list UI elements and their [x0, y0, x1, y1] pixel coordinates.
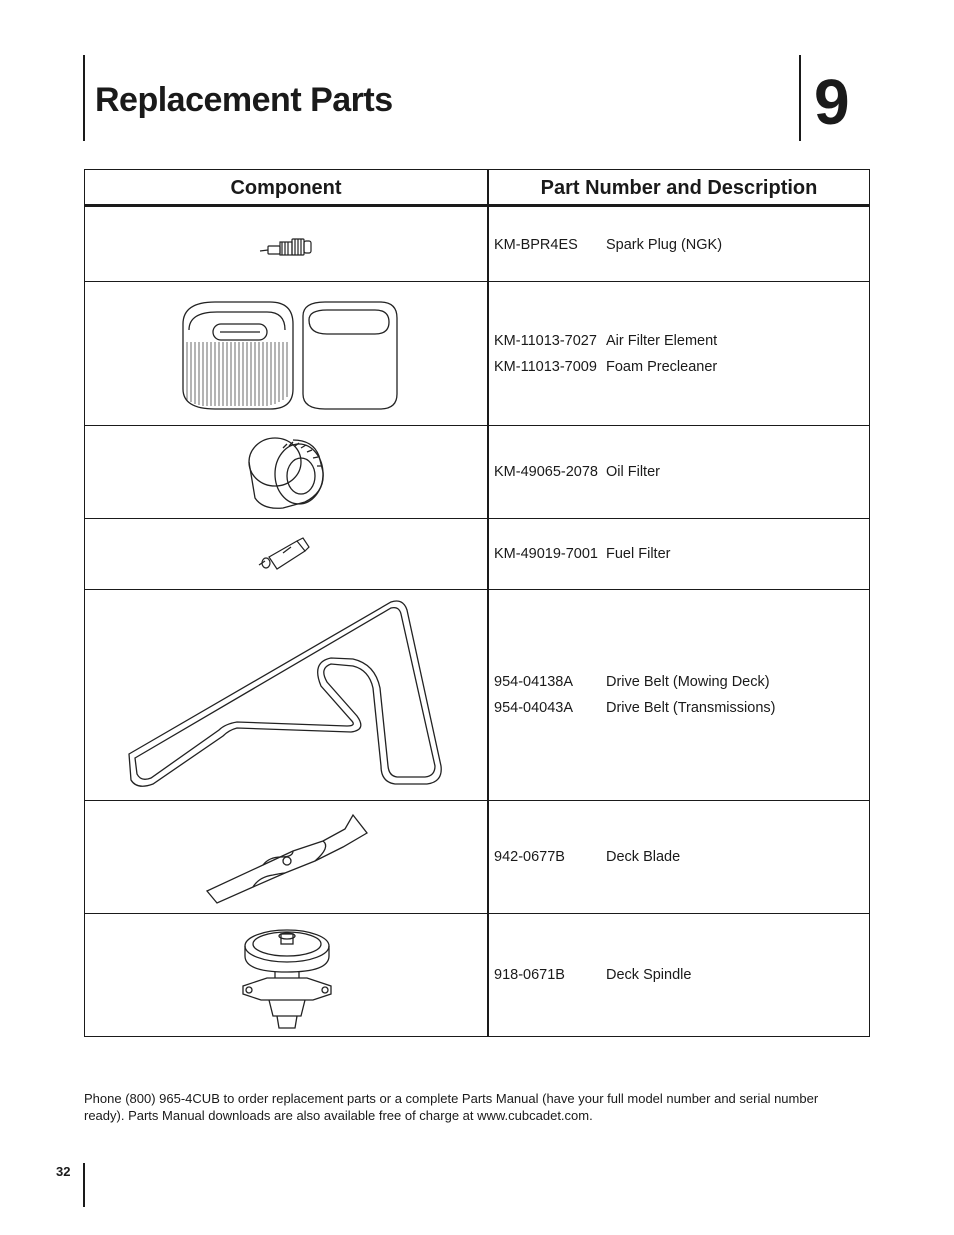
- component-cell: [85, 208, 487, 281]
- component-cell: [85, 282, 487, 425]
- part-line: [494, 358, 864, 376]
- table-row: [85, 518, 869, 589]
- page-title: Replacement Parts: [95, 81, 393, 119]
- part-description-cell: [494, 914, 864, 1036]
- part-description-cell: [494, 426, 864, 518]
- column-header-component: Component: [230, 177, 342, 199]
- fuel-filter-icon: [257, 535, 313, 575]
- part-number: KM-BPR4ES: [494, 236, 578, 253]
- part-number: 954-04138A: [494, 674, 574, 690]
- part-description: Drive Belt (Transmissions): [606, 700, 776, 716]
- part-description: Fuel Filter: [606, 546, 671, 562]
- part-number: KM-11013-7027: [494, 332, 597, 349]
- part-line: [494, 545, 864, 563]
- part-description-cell: [494, 208, 864, 281]
- part-line: [494, 236, 864, 254]
- parts-table: [84, 169, 870, 1037]
- part-line: [494, 699, 864, 717]
- part-description: Deck Blade: [606, 849, 681, 865]
- part-line: [494, 848, 864, 866]
- part-number: KM-49019-7001: [494, 546, 598, 562]
- drive-belt-icon: [123, 596, 453, 792]
- oil-filter-icon: [243, 432, 329, 514]
- part-line: [494, 673, 864, 691]
- part-description-cell: [494, 519, 864, 589]
- part-description-cell: [494, 590, 864, 800]
- part-description: Drive Belt (Mowing Deck): [606, 674, 770, 690]
- part-description-cell: [494, 801, 864, 913]
- part-line: [494, 463, 864, 481]
- header-divider: [85, 205, 869, 207]
- part-description-cell: [494, 282, 864, 425]
- part-line: [494, 966, 864, 984]
- deck-blade-icon: [203, 807, 371, 907]
- table-row: [85, 425, 869, 518]
- part-number: 942-0677B: [494, 849, 565, 865]
- part-description: Oil Filter: [606, 464, 660, 480]
- part-number: 918-0671B: [494, 967, 565, 983]
- table-header: [85, 170, 869, 205]
- ordering-note: Phone (800) 965-4CUB to order replacement parts or a complete Parts Manual (have your full model number and serial number ready). Parts Manual downloads are also available free of charge at www.cubcadet.com.: [84, 1091, 819, 1123]
- page-number-rule: [83, 1163, 85, 1207]
- air-filter-icon: [175, 294, 405, 422]
- table-row: [85, 208, 869, 281]
- part-description: Spark Plug (NGK): [606, 236, 723, 253]
- part-line: [494, 332, 864, 350]
- component-cell: [85, 914, 487, 1036]
- component-cell: [85, 801, 487, 913]
- table-row: [85, 800, 869, 913]
- deck-spindle-icon: [237, 920, 337, 1032]
- column-divider: [487, 170, 489, 1036]
- part-number: 954-04043A: [494, 700, 574, 716]
- part-number: KM-11013-7009: [494, 358, 597, 375]
- part-description: Deck Spindle: [606, 967, 692, 983]
- spark-plug-icon: [258, 231, 314, 259]
- component-cell: [85, 519, 487, 589]
- table-row: [85, 913, 869, 1036]
- table-row: [85, 281, 869, 425]
- column-header-part-number: Part Number and Description: [540, 177, 818, 199]
- component-cell: [85, 426, 487, 518]
- page-number: 32: [56, 1164, 71, 1179]
- title-rule: [83, 55, 85, 141]
- part-description: Air Filter Element: [606, 332, 718, 349]
- part-number: KM-49065-2078: [494, 464, 598, 480]
- chapter-rule: [799, 55, 801, 141]
- table-row: [85, 589, 869, 800]
- component-cell: [85, 590, 487, 800]
- part-description: Foam Precleaner: [606, 358, 718, 375]
- chapter-number: 9: [814, 66, 850, 138]
